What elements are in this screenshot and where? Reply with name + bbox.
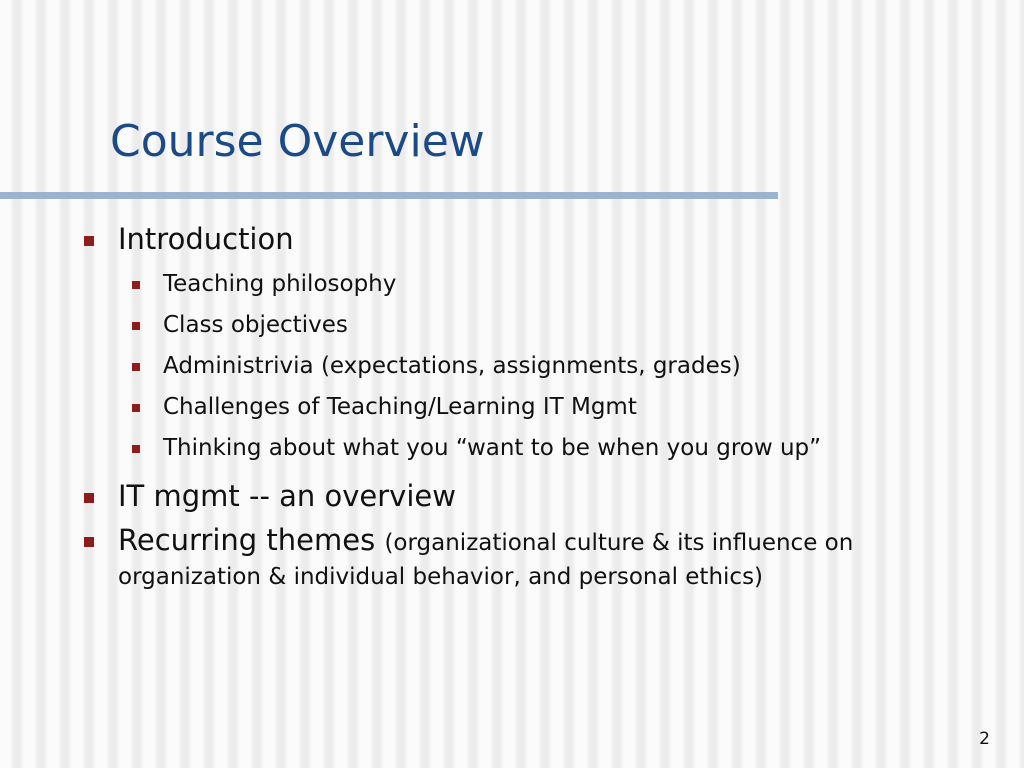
square-bullet-icon bbox=[132, 281, 140, 289]
sub-bullet-text: Administrivia (expectations, assignments, grades) bbox=[163, 352, 741, 379]
sub-bullet-text: Teaching philosophy bbox=[163, 270, 397, 297]
square-bullet-icon bbox=[132, 322, 140, 330]
sub-bullet-item bbox=[118, 346, 990, 387]
title-divider bbox=[0, 192, 778, 199]
bullet-text: IT mgmt -- an overview bbox=[118, 478, 456, 513]
sub-bullet-text: Class objectives bbox=[163, 311, 348, 338]
square-bullet-icon bbox=[132, 404, 140, 412]
slide-title: Course Overview bbox=[110, 116, 485, 167]
bullet-text: Recurring themes bbox=[118, 522, 376, 557]
sub-bullet-list bbox=[118, 264, 990, 469]
square-bullet-icon bbox=[132, 363, 140, 371]
bullet-recurring-themes bbox=[80, 523, 990, 593]
bullet-it-mgmt bbox=[80, 479, 990, 514]
bullet-list bbox=[80, 222, 990, 592]
square-bullet-icon bbox=[84, 236, 94, 246]
square-bullet-icon bbox=[132, 445, 140, 453]
bullet-introduction bbox=[80, 222, 990, 469]
sub-bullet-item bbox=[118, 428, 990, 469]
page-number: 2 bbox=[979, 729, 990, 749]
sub-bullet-text: Challenges of Teaching/Learning IT Mgmt bbox=[163, 393, 637, 420]
sub-bullet-item bbox=[118, 387, 990, 428]
sub-bullet-item bbox=[118, 264, 990, 305]
bullet-text: Introduction bbox=[118, 222, 294, 256]
sub-bullet-text: Thinking about what you “want to be when you grow up” bbox=[163, 434, 822, 461]
square-bullet-icon bbox=[84, 537, 94, 547]
bullet-aside-text: (organizational culture & its influence on organization & individual behavior, and personal ethics) bbox=[118, 529, 854, 591]
sub-bullet-item bbox=[118, 305, 990, 346]
square-bullet-icon bbox=[84, 493, 94, 503]
